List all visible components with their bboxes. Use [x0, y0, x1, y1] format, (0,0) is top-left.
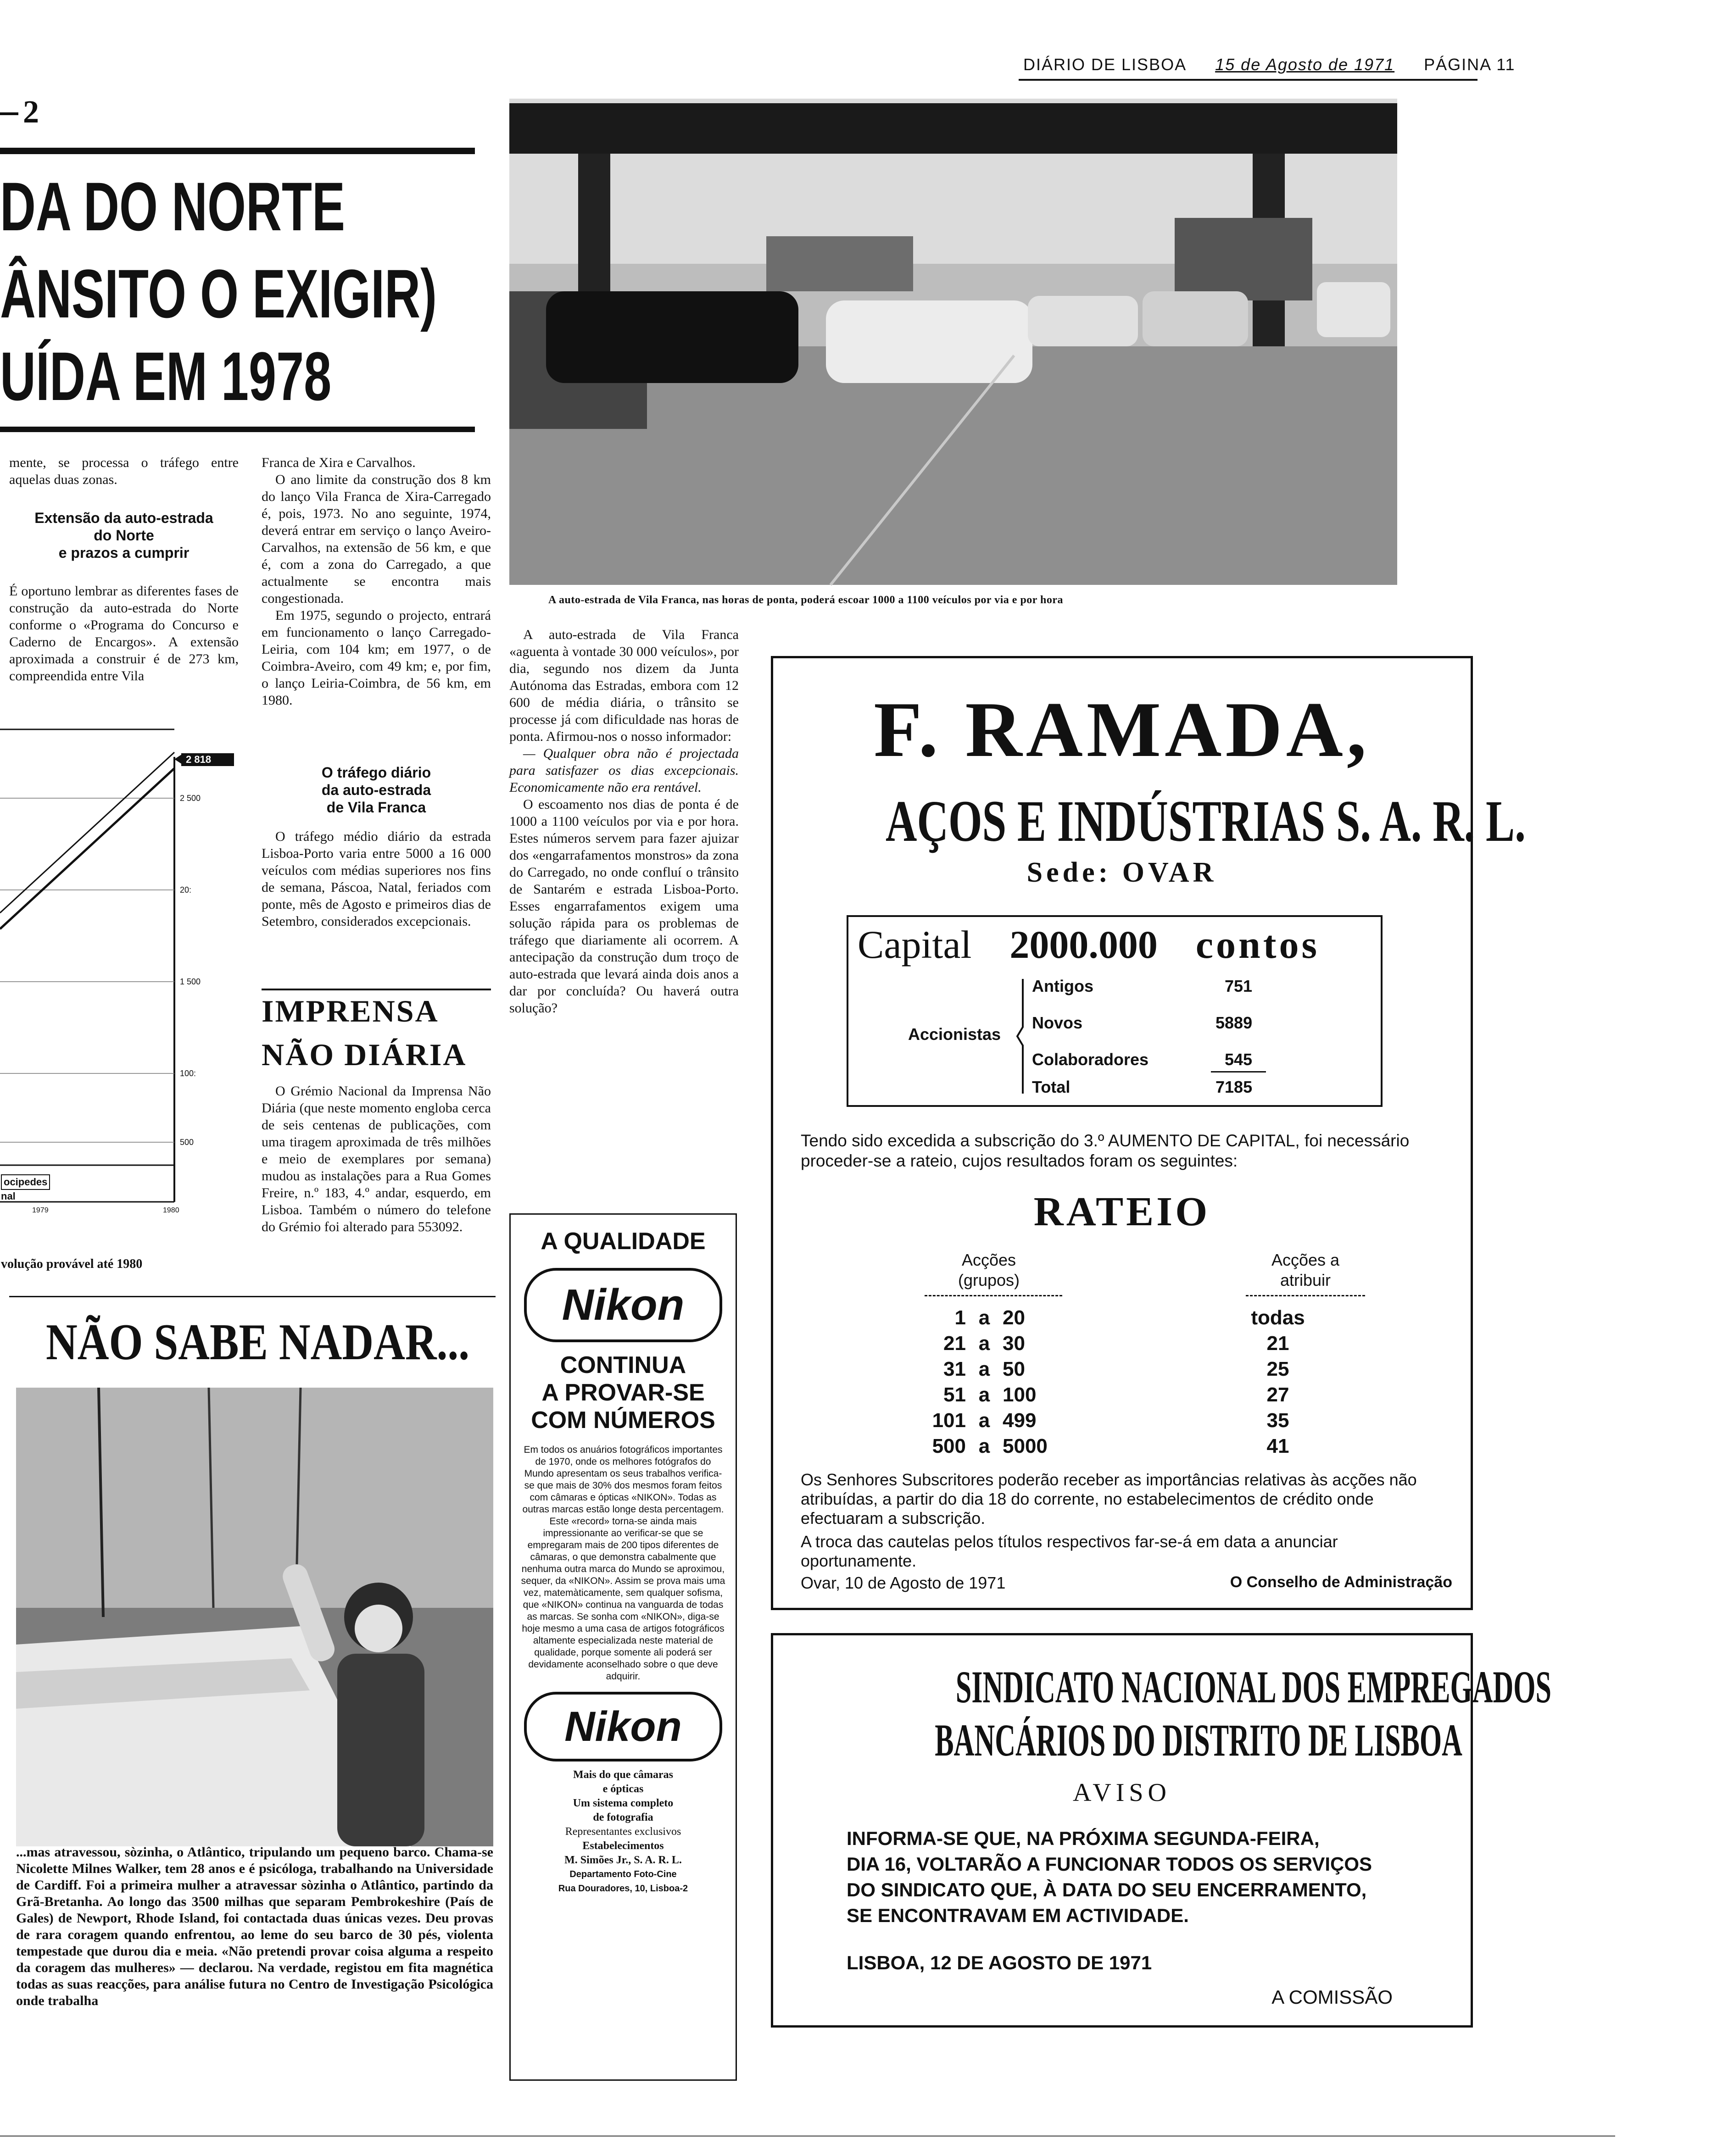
sindicato-body-line: DO SINDICATO QUE, À DATA DO SEU ENCERRAMENTO, [847, 1879, 1367, 1900]
nikon-footer-line: Estabelecimentos [582, 1840, 664, 1852]
capital-value: 2000.000 [1009, 922, 1158, 967]
sindicato-date: LISBOA, 12 DE AGOSTO DE 1971 [847, 1952, 1152, 1973]
col2-para: Em 1975, segundo o projecto, entrará em funcionamento o lanço Carregado-Leiria, com 104 km; em 1977, o de Coimbra-Aveiro, com 49 km; e, por fim, o lanço Leiria-Coimbra, de 56 km, em 1980. [262, 608, 491, 708]
nikon-footer-line: Representantes exclusivos [565, 1826, 681, 1838]
nikon-ad [509, 1213, 737, 2081]
rateio-to: 20 [1003, 1306, 1025, 1329]
highway-photo-caption: A auto-estrada de Vila Franca, nas horas de ponta, poderá escoar 1000 a 1100 veículos por via e por hora [548, 594, 1064, 606]
nikon-footer-line: Departamento Foto-Cine [569, 1869, 677, 1879]
ramada-para2: A troca das cautelas pelos títulos respectivos far-se-á em data a anunciar oportunamente. [801, 1532, 1338, 1570]
col2-subhead-line: da auto-estrada [321, 782, 431, 798]
nikon-logo-2 [524, 1692, 722, 1761]
traffic-chart [0, 725, 239, 1239]
col2-para4: O tráfego médio diário da estrada Lisboa-Porto varia entre 5000 a 16 000 veículos com médias superiores nos fins de semana, Páscoa, Natal, feriados com ponte, mês de Agosto e primeiros dias de Setembro, considerados excepcionais. [262, 829, 491, 929]
rateio-row [902, 1356, 1406, 1382]
capital-box [847, 915, 1383, 1107]
sindicato-body-line: SE ENCONTRAVAM EM ACTIVIDADE. [847, 1905, 1189, 1926]
chart-legend: ocipedes [1, 1174, 50, 1190]
highway-illustration [509, 99, 1397, 585]
rateio-val: 35 [1266, 1409, 1289, 1432]
chart-tick: 20: [180, 885, 192, 895]
running-header [1023, 55, 1516, 78]
ramada-subtitle-text: AÇOS E INDÚSTRIAS S. A. R. L. [886, 789, 1526, 854]
traffic-chart-svg [0, 725, 239, 1229]
sindicato-title-2-wrap [773, 1714, 1471, 1764]
rateio-val: 27 [1266, 1384, 1289, 1406]
col1-subhead-line: do Norte [94, 527, 154, 544]
rateio-val: todas [1251, 1306, 1305, 1329]
rateio-to: 100 [1003, 1384, 1037, 1406]
accionista-count: 545 [1225, 1050, 1253, 1069]
rateio-a: a [978, 1332, 990, 1355]
article-col2 [262, 454, 491, 709]
capital-unit: contos [1195, 922, 1320, 967]
chart-tick: 1 500 [180, 977, 201, 986]
accionista-type: Colaboradores [1032, 1050, 1149, 1069]
page-marker: 2 [23, 94, 39, 130]
rateio-val: 25 [1266, 1358, 1289, 1380]
accionistas-brace-icon [1014, 977, 1027, 1096]
total-rule [1211, 1071, 1266, 1072]
rateio-a: a [978, 1306, 990, 1329]
col3-para: A auto-estrada de Vila Franca «aguenta à vontade 30 000 veículos», por dia, segundo nos dizem da Junta Autónoma das Estradas, embora com 12 600 de média diária, o trânsito se processe já com dificuldade nas horas de ponta. Afirmou-nos o nosso informador: [509, 627, 739, 744]
col3-para: — Qualquer obra não é projectada para satisfazer os dias excepcionais. Economicamente não era rentável. [509, 746, 739, 795]
sailor-illustration [16, 1388, 493, 1846]
rateio-val: 41 [1266, 1435, 1289, 1457]
rateio-table [902, 1305, 1406, 1459]
accionista-count: 5889 [1215, 1013, 1253, 1032]
nikon-footer-line: Rua Douradores, 10, Lisboa-2 [558, 1884, 688, 1894]
sindicato-title-2: BANCÁRIOS DO DISTRITO DE LISBOA [935, 1715, 1462, 1766]
rateio-col-b [1246, 1250, 1365, 1290]
rateio-to: 499 [1003, 1409, 1037, 1432]
rateio-row [902, 1408, 1406, 1434]
accionista-type: Novos [1032, 1013, 1083, 1032]
sindicato-body [847, 1826, 1471, 1928]
ramada-sede: Sede: OVAR [1026, 857, 1217, 888]
rateio-from: 1 [954, 1306, 966, 1329]
rateio-from: 21 [943, 1332, 966, 1355]
rateio-row [902, 1331, 1406, 1356]
nikon-logo-2-text: Nikon [564, 1703, 682, 1750]
chart-caption: volução provável até 1980 [1, 1257, 143, 1271]
col2-subhead-line: de Vila Franca [326, 799, 426, 816]
nikon-logo [524, 1268, 722, 1342]
rateio-col-b-rule [1246, 1295, 1365, 1296]
rateio-col-a [929, 1250, 1048, 1290]
marker-rule [0, 112, 18, 115]
headline-bottom-rule [0, 427, 475, 432]
rateio-val: 21 [1266, 1332, 1289, 1355]
rateio-col-b-line: Acções a [1271, 1250, 1340, 1269]
nikon-footer-line: Mais do que câmaras [573, 1769, 673, 1781]
col3-para: O escoamento nos dias de ponta é de 1000 a 1100 veículos por via e por hora. Estes números servem para fazer ajuizar dos «engarrafamentos monstros» da zona do Carregado, no onde confluí o trânsito de Santarém e estrada Lisboa-Porto. Esses engarrafamentos exigem uma solução rápida para os problemas de tráfego que diariamente ali ocorrem. A antecipação da construção dum troço de auto-estrada que levará ainda dois anos a dar por concluída? Ou haverá outra solução? [509, 797, 739, 1016]
rateio-to: 50 [1003, 1358, 1025, 1380]
sindicato-title-1: SINDICATO NACIONAL DOS EMPREGADOS [955, 1661, 1552, 1712]
nikon-top: A QUALIDADE [541, 1228, 706, 1255]
ramada-signature: O Conselho de Administração [1230, 1573, 1452, 1591]
rateio-from: 31 [943, 1358, 966, 1380]
accionista-count: 7185 [1215, 1078, 1253, 1096]
rateio-from: 51 [943, 1384, 966, 1406]
capital-label: Capital [858, 922, 972, 967]
nikon-footer [511, 1768, 736, 1896]
imprensa-title-1: IMPRENSA [262, 994, 439, 1028]
nikon-footer-line: de fotografia [593, 1811, 653, 1823]
rateio-col-b-line: atribuir [1280, 1271, 1331, 1289]
rateio-col-a-line: Acções [961, 1250, 1016, 1269]
sindicato-signature: A COMISSÃO [1271, 1986, 1393, 2008]
sindicato-body-line: INFORMA-SE QUE, NA PRÓXIMA SEGUNDA-FEIRA, [847, 1828, 1320, 1849]
rateio-a: a [978, 1384, 990, 1406]
nikon-claim-line: CONTINUA [560, 1352, 686, 1378]
ramada-subtitle [773, 788, 1526, 854]
sindicato-body-line: DIA 16, VOLTARÃO A FUNCIONAR TODOS OS SERVIÇOS [847, 1853, 1372, 1875]
accionista-type: Antigos [1032, 977, 1093, 995]
headline-line-1: DA DO NORTE [0, 168, 345, 245]
imprensa-title-2: NÃO DIÁRIA [262, 1037, 467, 1072]
nikon-claim-line: COM NÚMEROS [531, 1407, 715, 1434]
rateio-from: 101 [932, 1409, 966, 1432]
rateio-from: 500 [932, 1435, 966, 1457]
nikon-footer-line: e ópticas [602, 1783, 644, 1795]
sindicato-title-1-wrap [773, 1661, 1552, 1712]
accionistas-label: Accionistas [908, 1025, 1001, 1044]
rateio-row [902, 1382, 1406, 1408]
accionista-type: Total [1032, 1078, 1071, 1096]
nadar-top-rule [9, 1296, 496, 1297]
article-col3 [509, 626, 739, 1017]
nikon-claim [511, 1351, 736, 1434]
col2-para: O ano limite da construção dos 8 km do lanço Vila Franca de Xira-Carregado é, pois, 1973. No ano seguinte, 1974, deverá entrar em serviço o lanço Aveiro-Carvalhos, na extensão de 56 km, e que é, com a zona do Carregado, a que actualmente se encontra mais congestionada. [262, 472, 491, 606]
rateio-title: RATEIO [1033, 1189, 1210, 1234]
ramada-title: F. RAMADA, [874, 686, 1370, 773]
header-rule [1019, 79, 1478, 81]
rateio-to: 5000 [1003, 1435, 1048, 1457]
ramada-para1: Os Senhores Subscritores poderão receber as importâncias relativas às acções não atribuídas, a partir do dia 18 do corrente, no estabelecimentos de crédito onde efectuaram a subscrição. [801, 1470, 1417, 1528]
headline-line-3: UÍDA EM 1978 [0, 338, 332, 415]
nadar-title: NÃO SABE NADAR... [46, 1314, 469, 1371]
sindicato-ad [771, 1633, 1552, 2028]
sindicato-aviso: AVISO [1073, 1778, 1171, 1807]
nikon-footer-line: Um sistema completo [573, 1797, 674, 1809]
col2-subhead [262, 764, 491, 816]
rateio-row [902, 1305, 1406, 1331]
nadar-caption: ...mas atravessou, sòzinha, o Atlântico, tripulando um pequeno barco. Chama-se Nicolette Milnes Walker, tem 28 anos e é psicóloga, trabalhando na Universidade de Cardiff. Foi a primeira mulher a atravessar sòzinha o Atlântico, partindo da Grã-Bretanha. Ao longo das 3500 milhas que separam Pembrokeshire (País de Gales) de Newport, Rhode Island, foi contactada duas únicas vezes. Deu provas de rara coragem quando enfrentou, ao leme do seu barco de 30 pés, violenta tempestade que durou dia e meia. «Não pretendi provar coisa alguma a respeito da coragem das mulheres» — declarou. Na verdade, registou em fita magnética todas as suas reacções, para análise futura no Centro de Investigação Psicológica onde trabalha [16, 1845, 493, 2008]
rateio-a: a [978, 1358, 990, 1380]
capital-line [858, 922, 1320, 967]
accionista-count: 751 [1225, 977, 1253, 995]
ramada-ad [771, 656, 1526, 1610]
nikon-body: Em todos os anuários fotográficos importantes de 1970, onde os melhores fotógrafos do Mundo apresentam os seus trabalhos verifica-se que mais de 30% dos mesmos foram feitos com câmaras e ópticas «NIKON». Todas as outras marcas estão longe desta percentagem. Este «record» torna-se ainda mais impressionante ao verificar-se que se empregaram mais de 200 tipos diferentes de câmaras, o que demonstra cabalmente que nenhuma outra marca do Mundo se aproximou, sequer, da «NIKON». Assim se prova mais uma vez, matemàticamente, sem qualquer sofisma, que «NIKON» continua na vanguarda de todas as marcas. Se sonha com «NIKON», diga-se hoje mesmo a uma casa de artigos fotográficos altamente especializada neste material de qualidade, porque somente ali poderá ser devidamente aconselhado sobre o que deve adquirir. [521, 1445, 725, 1682]
col2-subhead-line: O tráfego diário [321, 764, 431, 781]
issue-date: 15 de Agosto de 1971 [1215, 55, 1395, 74]
rateio-a: a [978, 1409, 990, 1432]
chart-tick: 500 [180, 1138, 194, 1147]
page-number: PÁGINA 11 [1424, 55, 1516, 74]
chart-tick: 2 500 [180, 794, 201, 803]
article-col1-para: É oportuno lembrar as diferentes fases de construção da auto-estrada do Norte conforme o «Programa do Concurso e Caderno de Encargos». A extensão aproximada a construir é de 273 km, compreendida entre Vila [9, 583, 239, 683]
col1-subhead [9, 509, 239, 561]
nikon-claim-line: A PROVAR-SE [541, 1379, 705, 1406]
headline-line-2: ÂNSITO O EXIGIR) [0, 255, 437, 332]
col1-subhead-line: Extensão da auto-estrada [34, 510, 213, 526]
highway-photo [509, 99, 1397, 585]
page-bottom-rule [0, 2135, 1615, 2137]
nikon-footer-line: M. Simões Jr., S. A. R. L. [564, 1854, 682, 1866]
chart-legend: nal [1, 1190, 16, 1202]
rateio-to: 30 [1003, 1332, 1025, 1355]
article-col1-intro: mente, se processa o tráfego entre aquelas duas zonas. [9, 455, 239, 487]
ramada-intro: Tendo sido excedida a subscrição do 3.º AUMENTO DE CAPITAL, foi necessário proceder-se a rateio, cujos resultados foram os seguintes: [801, 1131, 1410, 1170]
chart-tick: 100: [180, 1069, 196, 1078]
col2-para: Franca de Xira e Carvalhos. [262, 455, 416, 470]
imprensa-para: O Grémio Nacional da Imprensa Não Diária (que neste momento engloba cerca de seis centenas de publicações, com uma tiragem aproximada de três milhões e meio de exemplares por semana) mudou as instalações para a Rua Gomes Freire, n.º 183, 4.º andar, esquerdo, em Lisboa. Também o número do telefone do Grémio foi alterado para 553092. [262, 1084, 491, 1234]
sailor-photo [16, 1388, 493, 1846]
rateio-row [902, 1434, 1406, 1459]
paper-name: DIÁRIO DE LISBOA [1023, 55, 1186, 74]
imprensa-top-rule [262, 989, 491, 990]
headline-top-rule [0, 148, 475, 154]
rateio-col-a-rule [925, 1295, 1062, 1296]
ramada-place-date: Ovar, 10 de Agosto de 1971 [801, 1573, 1006, 1592]
nikon-logo-text: Nikon [562, 1280, 685, 1329]
chart-x-tick: 1979 [32, 1206, 49, 1214]
rateio-a: a [978, 1435, 990, 1457]
chart-label-top: 2 818 [186, 754, 212, 765]
rateio-col-a-line: (grupos) [958, 1271, 1020, 1289]
chart-x-tick: 1980 [163, 1206, 179, 1214]
col1-subhead-line: e prazos a cumprir [58, 545, 190, 561]
